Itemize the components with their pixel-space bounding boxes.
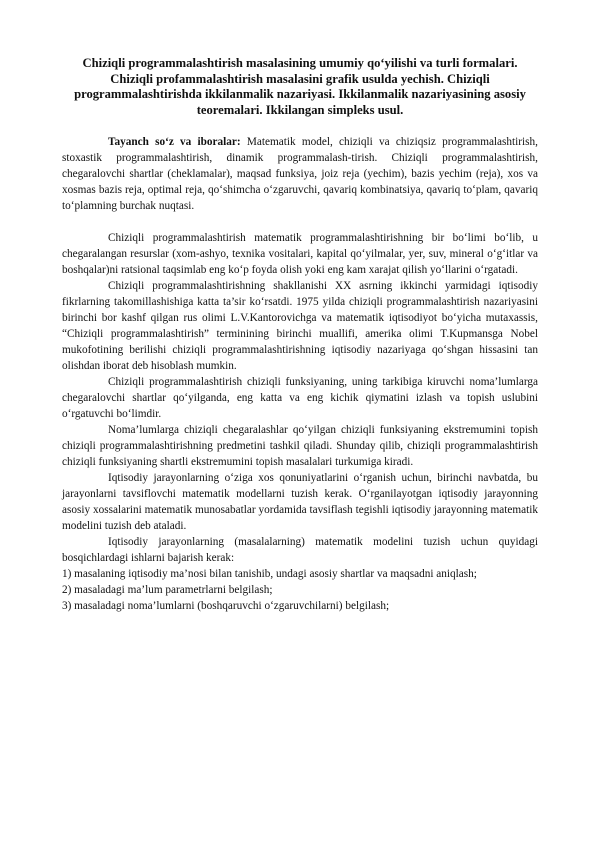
keywords-text: Matematik model, chiziqli va chiziqsiz programmalashtirish, stoxastik programmalashtirish, dinamik programmalash-tirish. Chiziqli programmalashtirish, chegaralovchi shartlar (cheklamalar), maqsad funksiya, joiz reja (yechim), bazis yechim (reja), xos va xosmas bazis reja, optimal reja, qo‘shimcha o‘zgaruvchi, qavariq kombinatsiya, qavariq to‘plam, qavariq to‘plamning burchak nuqtasi.	[62, 136, 538, 213]
list-item-1: 1) masalaning iqtisodiy ma’nosi bilan tanishib, undagi asosiy shartlar va maqsadni aniqlash;	[62, 568, 477, 581]
paragraph-1: Chiziqli programmalashtirish matematik programmalashtirishning bir bo‘limi bo‘lib, u chegaralangan resurslar (xom-ashyo, texnika vositalari, kapital qo‘yilmalar, yer, suv, mineral o‘g‘itlar va boshqalar)ni ratsional taqsimlab eng ko‘p foyda olish yoki eng kam xarajat qilish yo‘llarini o‘rgatadi.	[62, 232, 538, 277]
paragraph-4: Noma’lumlarga chiziqli chegaralashlar qo‘yilgan chiziqli funksiyaning ekstremumini topish chiziqli programmalashtirishning predmetini tashkil qiladi. Shunday qilib, chiziqli programmalashtirish chiziqli funksiyaning shartli ekstremumini topish masalalari turkumiga kiradi.	[62, 424, 538, 469]
paragraph-2: Chiziqli programmalashtirishning shakllanishi XX asrning ikkinchi yarmidagi iqtisodiy fikrlarning takomillashishiga katta ta’sir ko‘rsatdi. 1975 yilda chiziqli programmalashtirish nazariyasini birinchi bor kashf qilgan rus olimi L.V.Kantorovichga va matematik iqtisodiyot bo‘yicha mutaxassis, “Chiziqli programmalashtirish” terminining birinchi muallifi, amerika olimi T.Kupmansga Nobel mukofotining berilishi chiziqli programmalashtirishning iqtisodiy nazariyaga qo‘shgan hissasini tan olishdan iborat deb hisoblash mumkin.	[62, 280, 538, 373]
keywords-paragraph	[62, 134, 538, 214]
paragraph-3: Chiziqli programmalashtirish chiziqli funksiyaning, uning tarkibiga kiruvchi noma’lumlarga chegaralovchi shartlar qo‘yilganda, eng katta va eng kichik qiymatini izlash va topish uslubini o‘rgatuvchi bo‘limdir.	[62, 376, 538, 421]
paragraph-6: Iqtisodiy jarayonlarning (masalalarning) matematik modelini tuzish uchun quyidagi bosqichlardagi ishlarni bajarish kerak:	[62, 536, 538, 565]
keywords-label: Tayanch so‘z va iboralar:	[108, 136, 241, 149]
list-item-3: 3) masaladagi noma’lumlarni (boshqaruvchi o‘zgaruvchilarni) belgilash;	[62, 600, 390, 613]
list-item-2: 2) masaladagi ma’lum parametrlarni belgilash;	[62, 584, 273, 597]
document-title: Chiziqli programmalashtirish masalasining umumiy qo‘yilishi va turli formalari. Chiziqli profammalashtirish masalasini grafik usulda yechish. Chiziqli programmalashtirishda ikkilanmalik nazariyasi. Ikkilanmalik nazariyasining asosiy teoremalari. Ikkilangan simpleks usul.	[74, 56, 526, 117]
paragraph-5: Iqtisodiy jarayonlarning o‘ziga xos qonuniyatlarini o‘rganish uchun, birinchi navbatda, bu jarayonlarni tavsiflovchi matematik modellarni tuzish kerak. O‘rganilayotgan iqtisodiy jarayonning asosiy xossalarini matematik munosabatlar yordamida tavsiflash tegishli iqtisodiy jarayonning matematik modelini tuzish deb ataladi.	[62, 472, 538, 533]
document-body	[62, 134, 538, 614]
